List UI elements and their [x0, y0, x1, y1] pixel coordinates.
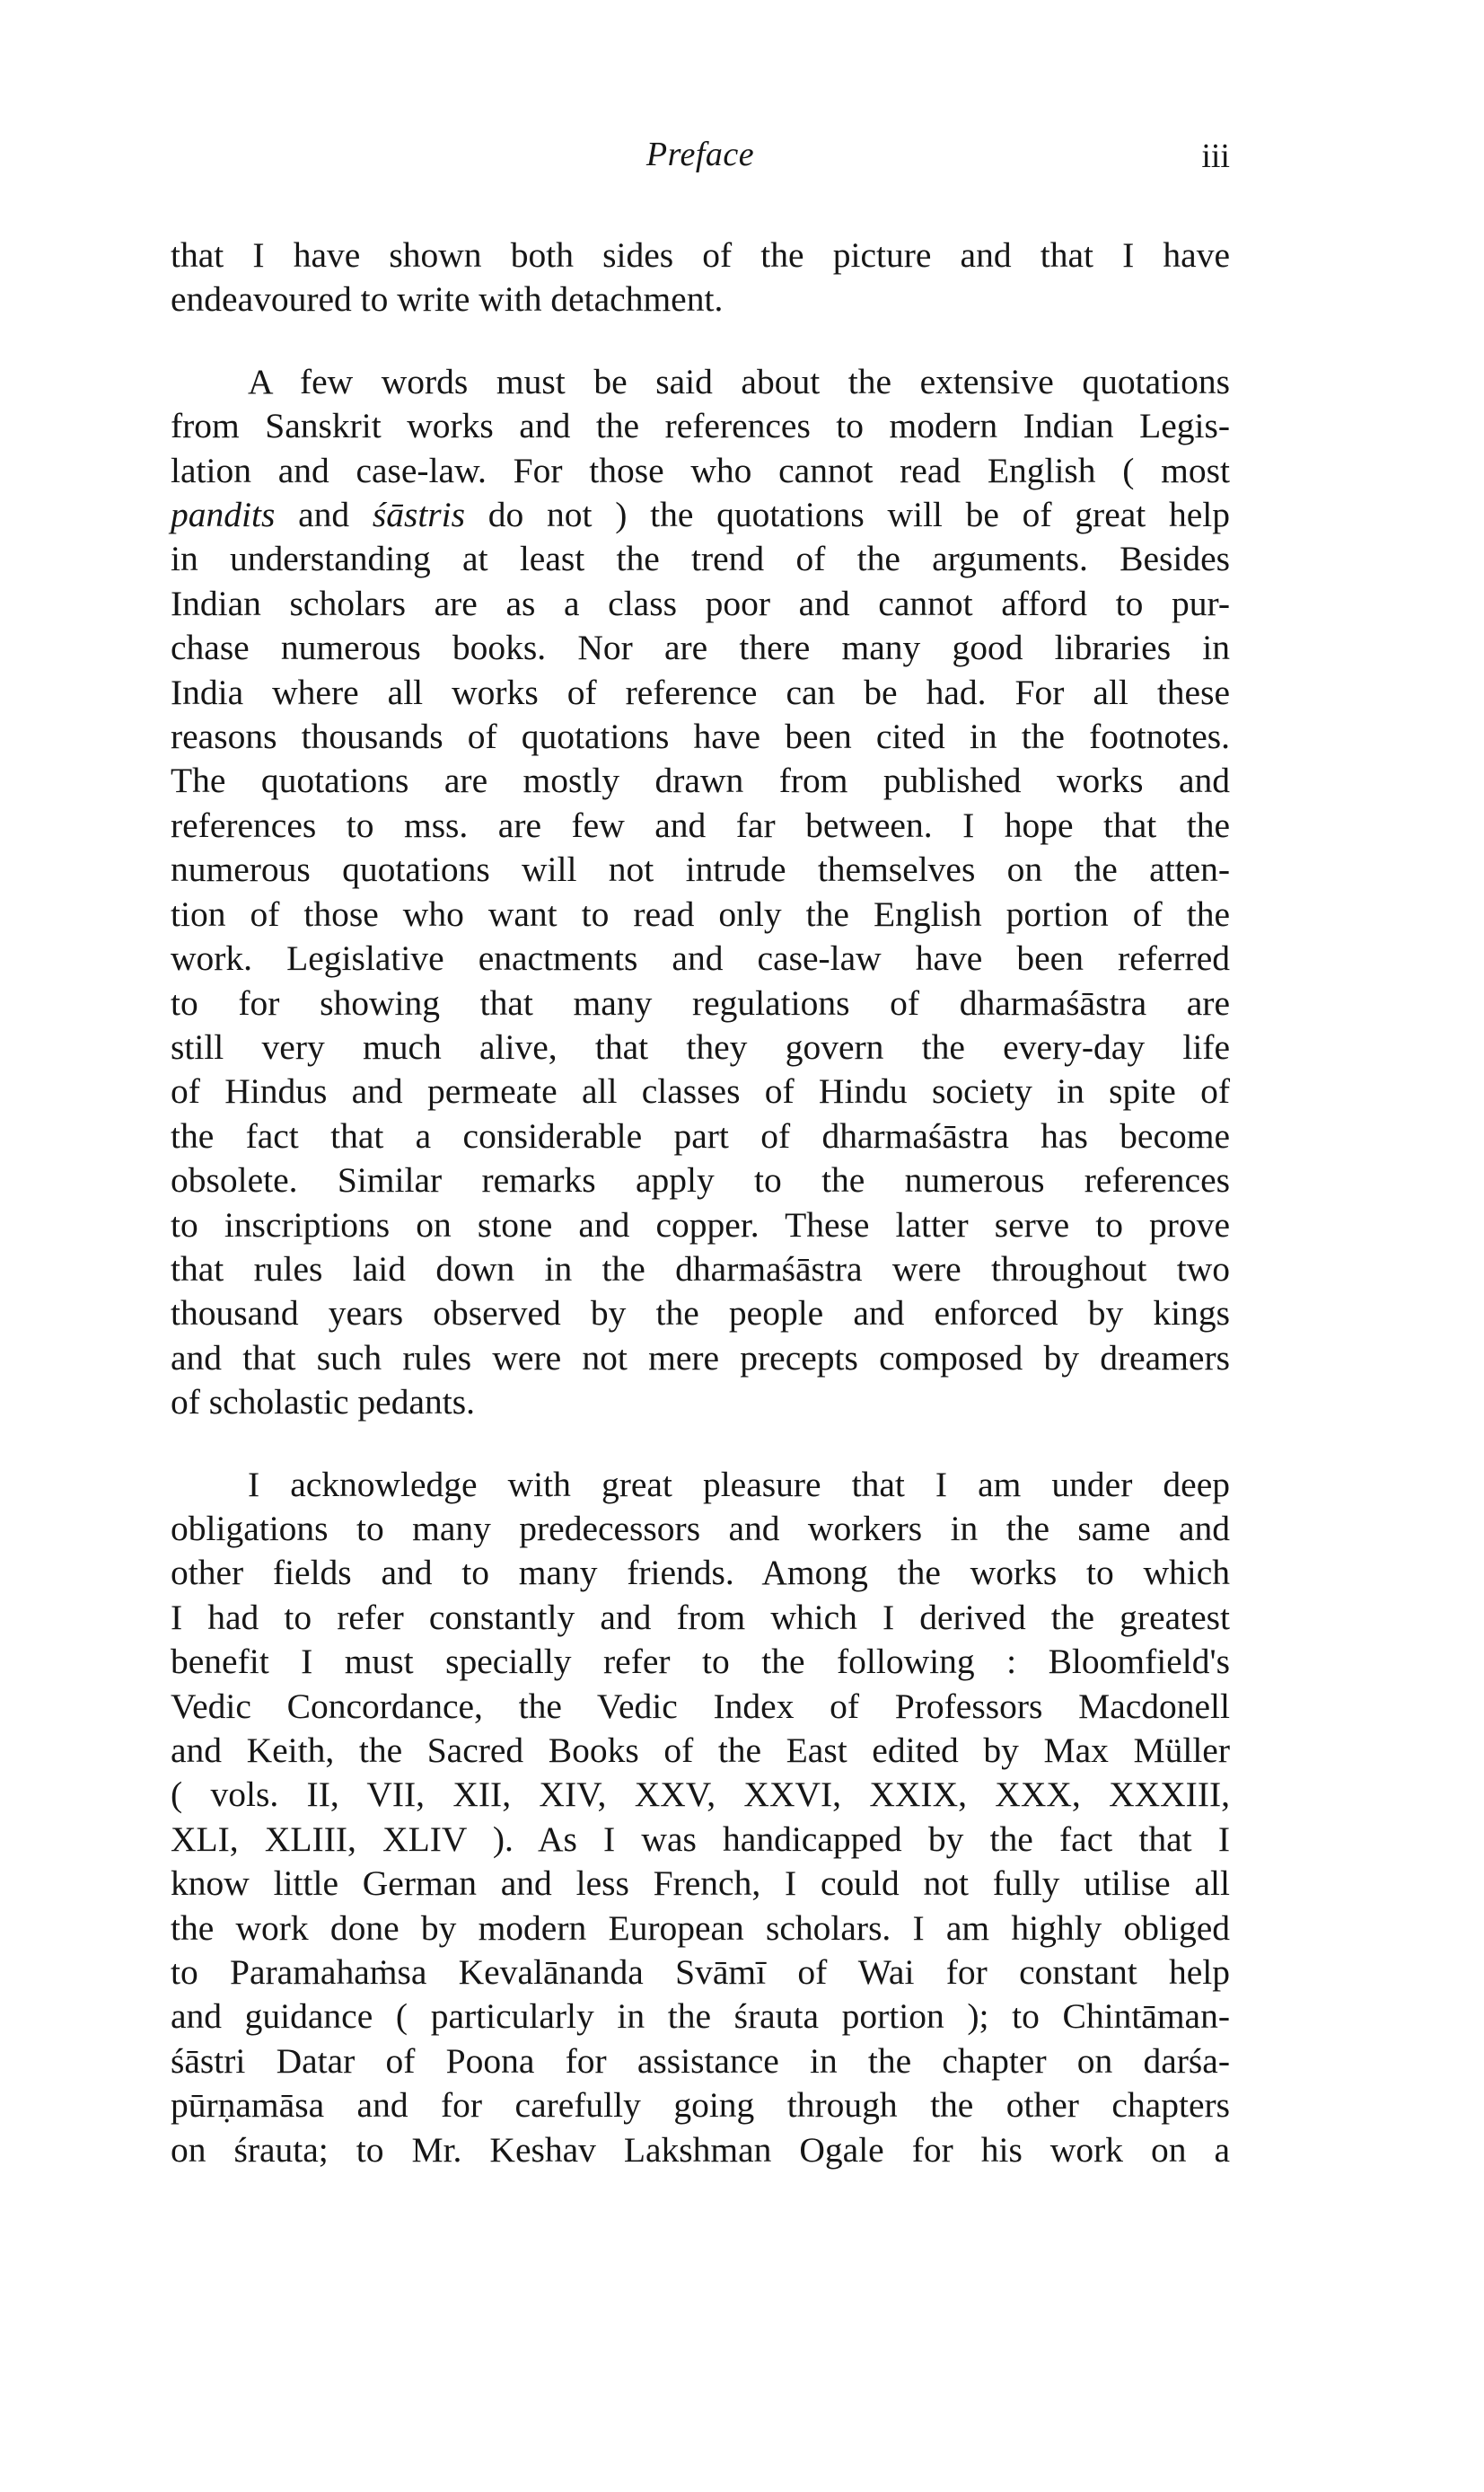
text-line: of scholastic pedants. — [171, 1382, 475, 1422]
text-line: I acknowledge with great pleasure that I am under deep — [248, 1464, 1230, 1504]
text-line: India where all works of reference can be had. For all these — [171, 672, 1230, 712]
text-line: tion of those who want to read only the English portion of the — [171, 894, 1230, 934]
text-line: from Sanskrit works and the references to modern Indian Legis- — [171, 406, 1230, 446]
text-line: and guidance ( particularly in the śrauta portion ); to Chintāman- — [171, 1996, 1230, 2037]
text-line: obligations to many predecessors and workers in the same and — [171, 1508, 1230, 1548]
italic-word: pandits — [171, 495, 276, 535]
text-line: the fact that a considerable part of dharmaśāstra has become — [171, 1115, 1230, 1156]
text-line: and that such rules were not mere precepts composed by dreamers — [171, 1337, 1230, 1378]
text-line: the work done by modern European scholars. I am highly obliged — [171, 1907, 1230, 1948]
running-title: Preface — [645, 136, 755, 173]
text-line: still very much alive, that they govern the every-day life — [171, 1026, 1230, 1067]
text-line: XLI, XLIII, XLIV ). As I was handicapped by the fact that I — [171, 1818, 1230, 1859]
text-line: endeavoured to write with detachment. — [171, 279, 724, 320]
text-line: know little German and less French, I could not fully utilise all — [171, 1863, 1230, 1904]
text-line: śāstri Datar of Poona for assistance in the chapter on darśa- — [171, 2040, 1230, 2081]
text-line: The quotations are mostly drawn from published works and — [171, 761, 1230, 801]
running-head — [171, 135, 1230, 189]
text-line: other fields and to many friends. Among the works to which — [171, 1553, 1230, 1593]
text-line: to for showing that many regulations of dharmaśāstra are — [171, 982, 1230, 1023]
text-line: Indian scholars are as a class poor and cannot afford to pur- — [171, 583, 1230, 623]
text-line: I had to refer constantly and from which I derived the greatest — [171, 1597, 1230, 1637]
paragraph-3 — [171, 1463, 1230, 2173]
text-line: reasons thousands of quotations have been cited in the footnotes. — [171, 717, 1230, 757]
paragraph-1 — [171, 233, 1230, 322]
text-line: on śrauta; to Mr. Keshav Lakshman Ogale for his work on a — [171, 2129, 1230, 2170]
book-page — [171, 135, 1230, 2172]
text-line: that I have shown both sides of the picture and that I have — [171, 235, 1230, 275]
text-line: of Hindus and permeate all classes of Hindu society in spite of — [171, 1071, 1230, 1112]
body-text — [171, 233, 1230, 2172]
text-line: work. Legislative enactments and case-law have been referred — [171, 938, 1230, 979]
text-line-with-italics — [171, 493, 1230, 537]
text-line: to Paramahaṁsa Kevalānanda Svāmī of Wai for constant help — [171, 1952, 1230, 1993]
text-line: A few words must be said about the extensive quotations — [248, 361, 1230, 401]
text-line: and Keith, the Sacred Books of the East edited by Max Müller — [171, 1730, 1230, 1770]
text-line: references to mss. are few and far between. I hope that the — [171, 805, 1230, 845]
italic-word: śāstris — [372, 495, 466, 535]
text-run: do not ) the quotations will be of great help — [465, 495, 1230, 535]
paragraph-gap — [171, 1425, 1230, 1463]
text-line: lation and case-law. For those who cannot read English ( most — [171, 450, 1230, 490]
text-line: Vedic Concordance, the Vedic Index of Professors Macdonell — [171, 1686, 1230, 1726]
text-line: in understanding at least the trend of the arguments. Besides — [171, 539, 1230, 579]
page-number: iii — [1201, 137, 1230, 175]
text-line: benefit I must specially refer to the following : Bloomfield's — [171, 1642, 1230, 1682]
paragraph-gap — [171, 322, 1230, 360]
paragraph-2 — [171, 360, 1230, 1425]
text-run: and — [275, 495, 373, 535]
text-line: numerous quotations will not intrude themselves on the atten- — [171, 850, 1230, 890]
text-line: that rules laid down in the dharmaśāstra were throughout two — [171, 1248, 1230, 1289]
text-line: thousand years observed by the people and enforced by kings — [171, 1293, 1230, 1334]
text-line: pūrṇamāsa and for carefully going through the other chapters — [171, 2085, 1230, 2126]
text-line: chase numerous books. Nor are there many good libraries in — [171, 628, 1230, 668]
text-line: ( vols. II, VII, XII, XIV, XXV, XXVI, XXIX, XXX, XXXIII, — [171, 1774, 1230, 1815]
text-line: to inscriptions on stone and copper. These latter serve to prove — [171, 1204, 1230, 1245]
text-line: obsolete. Similar remarks apply to the numerous references — [171, 1160, 1230, 1201]
